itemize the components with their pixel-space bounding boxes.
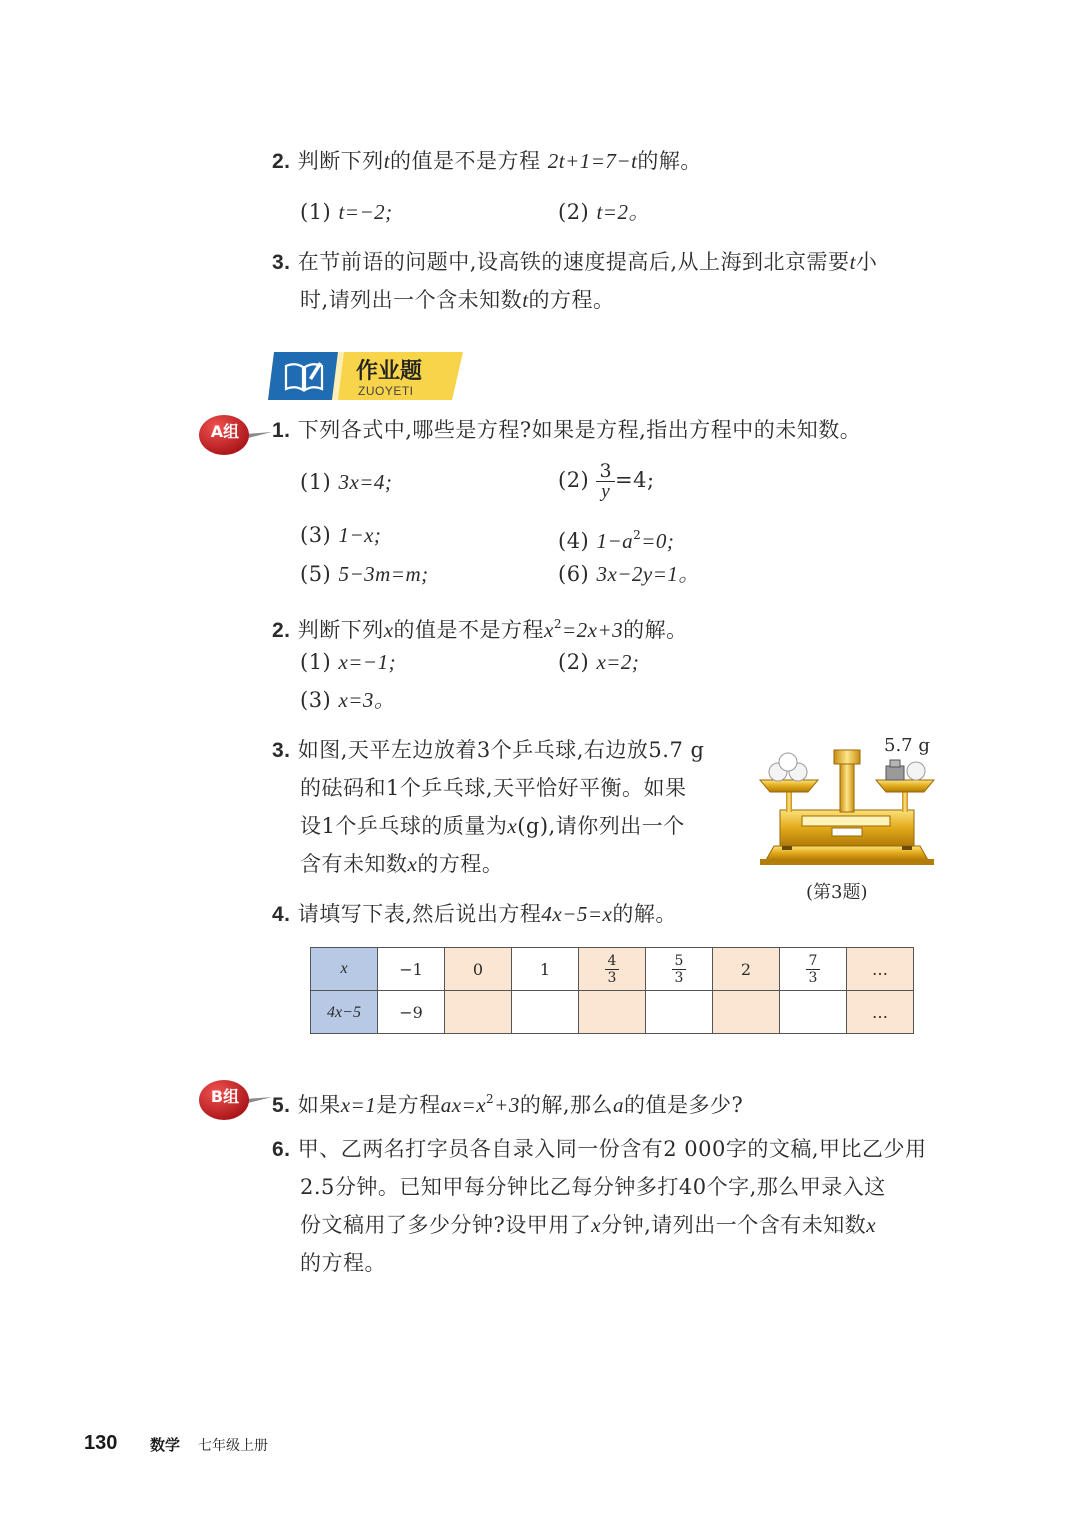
option-expr: =0; <box>641 529 675 553</box>
math-equation: 4x−5 <box>327 1004 361 1021</box>
exercise-b5 <box>272 1084 743 1121</box>
option-expr: 5−3m=m; <box>338 562 429 586</box>
badge-label: B组 <box>210 1087 240 1106</box>
book-pencil-icon <box>282 358 326 394</box>
question-number: 6. <box>272 1138 291 1161</box>
homework-banner <box>268 350 463 402</box>
fraction-denominator: 3 <box>808 969 818 986</box>
table-header-expr <box>311 991 378 1034</box>
question-text: 2.5分钟。已知甲每分钟比乙每分钟多打40个字,那么甲录入这 <box>300 1175 886 1199</box>
table-cell-input[interactable] <box>579 991 646 1034</box>
question-text: 是方程 <box>376 1093 441 1117</box>
question-text: 下列各式中,哪些是方程?如果是方程,指出方程中的未知数。 <box>297 418 862 442</box>
exercise-2-prev <box>272 146 702 177</box>
table-cell-input[interactable] <box>445 991 512 1034</box>
math-equation: x <box>544 618 554 642</box>
exercise-3-prev-line1 <box>272 247 877 278</box>
question-text: 如果 <box>297 1093 341 1117</box>
balance-scale-illustration <box>752 742 942 870</box>
math-var: a <box>613 1093 625 1117</box>
option-expr: 1−a <box>596 529 634 553</box>
question-text: 设1个乒乓球的质量为 <box>300 814 508 838</box>
option-expr: =4; <box>615 468 655 492</box>
exercise-a3-line4 <box>300 849 503 879</box>
exercise-3-prev-line2 <box>300 285 615 315</box>
exercise-a1 <box>272 415 861 446</box>
math-equation: x=1 <box>340 1093 377 1117</box>
fraction <box>596 461 615 502</box>
group-a-badge <box>196 412 274 452</box>
option-label: (2) <box>558 468 590 492</box>
a1-option-5 <box>300 559 429 589</box>
question-text: 的值是不是方程 <box>393 618 545 642</box>
math-equation: +3 <box>494 1093 520 1117</box>
option-label: (2) <box>558 650 590 674</box>
question-text: 含有未知数 <box>300 852 408 876</box>
table-cell: 0 <box>445 948 512 991</box>
fraction <box>806 953 821 986</box>
option-1 <box>300 197 393 227</box>
table-row <box>311 991 914 1034</box>
math-var: x <box>407 852 418 876</box>
a1-option-2 <box>558 455 655 505</box>
question-text: 判断下列 <box>297 618 384 642</box>
question-text: 的方程。 <box>300 1251 386 1275</box>
math-equation: =2x+3 <box>562 618 624 642</box>
option-label: (4) <box>558 529 590 553</box>
badge-label: A组 <box>210 422 240 441</box>
option-label: (3) <box>300 523 332 547</box>
a1-option-3 <box>300 520 381 550</box>
question-text: 小 <box>855 250 878 274</box>
homework-subtitle: ZUOYETI <box>358 384 414 398</box>
a1-option-1 <box>300 467 392 497</box>
exercise-a2 <box>272 609 688 646</box>
fraction-numerator: 7 <box>806 953 821 970</box>
fraction-denominator: 3 <box>674 969 684 986</box>
exercise-a3-line1 <box>272 735 704 766</box>
page-number: 130 <box>84 1432 118 1454</box>
question-text: 的解。 <box>612 902 677 926</box>
math-equation: 4x−5=x <box>541 902 613 926</box>
table-cell <box>579 948 646 991</box>
fraction-numerator: 5 <box>672 953 687 970</box>
question-text: 在节前语的问题中,设高铁的速度提高后,从上海到北京需要 <box>297 250 850 274</box>
exercise-b6-line2 <box>300 1172 886 1202</box>
question-text: 分钟,请列出一个含有未知数 <box>601 1213 867 1237</box>
table-row <box>311 948 914 991</box>
exercise-a3-line2 <box>300 773 687 803</box>
exercise-a3-line3 <box>300 811 685 841</box>
question-text: 请填写下表,然后说出方程 <box>297 902 542 926</box>
exponent: 2 <box>486 1092 495 1106</box>
question-text: 如图,天平左边放着3个乒乓球,右边放5.7 g <box>297 738 705 762</box>
table-cell-input[interactable] <box>780 991 847 1034</box>
math-var: x <box>507 814 518 838</box>
table-cell-input[interactable] <box>646 991 713 1034</box>
option-expr: t=−2; <box>338 200 393 224</box>
exponent: 2 <box>553 617 562 631</box>
math-var: t <box>383 149 391 173</box>
question-text: 的解,那么 <box>519 1093 614 1117</box>
option-label: (1) <box>300 200 332 224</box>
math-var: x <box>866 1213 877 1237</box>
table-cell-input[interactable] <box>713 991 780 1034</box>
math-var: x <box>383 618 394 642</box>
exponent: 2 <box>633 528 642 542</box>
math-var: t <box>522 288 529 312</box>
homework-title: 作业题 <box>356 359 423 384</box>
table-cell: … <box>847 948 914 991</box>
value-table <box>310 947 914 1034</box>
group-b-badge <box>196 1077 274 1117</box>
option-expr: t=2。 <box>596 200 650 224</box>
question-text: 甲、乙两名打字员各自录入同一份含有2 000字的文稿,甲比乙少用 <box>297 1137 927 1161</box>
option-expr: 3x−2y=1。 <box>596 562 700 586</box>
table-cell: −1 <box>378 948 445 991</box>
question-text: 判断下列 <box>297 149 384 173</box>
a2-option-3 <box>300 685 395 715</box>
option-expr: x=2; <box>596 650 640 674</box>
fraction-denominator: 3 <box>607 969 617 986</box>
question-number: 1. <box>272 419 291 442</box>
question-number: 4. <box>272 903 291 926</box>
question-number: 2. <box>272 619 291 642</box>
table-cell: … <box>847 991 914 1034</box>
question-text: 时,请列出一个含未知数 <box>300 288 523 312</box>
fraction-numerator: 4 <box>605 953 620 970</box>
question-text: 的值是不是方程 <box>390 149 541 173</box>
question-number: 2. <box>272 150 291 173</box>
table-cell: 2 <box>713 948 780 991</box>
option-label: (5) <box>300 562 332 586</box>
option-expr: 1−x; <box>338 523 382 547</box>
figure-caption: (第3题) <box>806 882 868 903</box>
option-label: (1) <box>300 650 332 674</box>
question-number: 3. <box>272 251 291 274</box>
question-number: 3. <box>272 739 291 762</box>
footer-subject: 数学 <box>150 1436 181 1454</box>
exercise-b6-line4 <box>300 1248 386 1278</box>
fraction-denominator: y <box>601 481 611 502</box>
math-var: t <box>849 250 856 274</box>
option-expr: 3x=4; <box>338 470 393 494</box>
table-cell <box>646 948 713 991</box>
a1-option-6 <box>558 559 700 589</box>
option-2 <box>558 197 650 227</box>
math-var: x <box>591 1213 602 1237</box>
fraction <box>672 953 687 986</box>
question-text: 的值是多少? <box>624 1093 744 1117</box>
footer-grade: 七年级上册 <box>198 1438 268 1454</box>
question-text: 的方程。 <box>417 852 504 876</box>
a2-option-2 <box>558 647 639 677</box>
exercise-a4 <box>272 899 677 930</box>
fraction-numerator: 3 <box>596 461 615 482</box>
exercise-b6-line1 <box>272 1134 927 1165</box>
option-label: (1) <box>300 470 332 494</box>
question-text: 的解。 <box>637 149 702 173</box>
weight-label: 5.7 g <box>884 735 930 756</box>
fraction <box>605 953 620 986</box>
question-text: 份文稿用了多少分钟?设甲用了 <box>300 1213 592 1237</box>
question-number: 5. <box>272 1094 291 1117</box>
option-expr: x=3。 <box>338 688 396 712</box>
option-label: (2) <box>558 200 590 224</box>
option-expr: x=−1; <box>338 650 397 674</box>
question-text: 的解。 <box>623 618 688 642</box>
table-cell: −9 <box>378 991 445 1034</box>
table-header-x: x <box>311 948 378 991</box>
option-label: (3) <box>300 688 332 712</box>
table-cell: 1 <box>512 948 579 991</box>
math-equation: 2t+1=7−t <box>547 149 638 173</box>
table-cell-input[interactable] <box>512 991 579 1034</box>
math-equation: ax=x <box>440 1093 487 1117</box>
a1-option-4 <box>558 520 674 556</box>
question-text: 的砝码和1个乒乓球,天平恰好平衡。如果 <box>300 776 687 800</box>
question-text: 的方程。 <box>528 288 615 312</box>
exercise-b6-line3 <box>300 1210 876 1240</box>
option-label: (6) <box>558 562 590 586</box>
table-cell <box>780 948 847 991</box>
question-text: (g),请你列出一个 <box>517 814 685 838</box>
a2-option-1 <box>300 647 396 677</box>
